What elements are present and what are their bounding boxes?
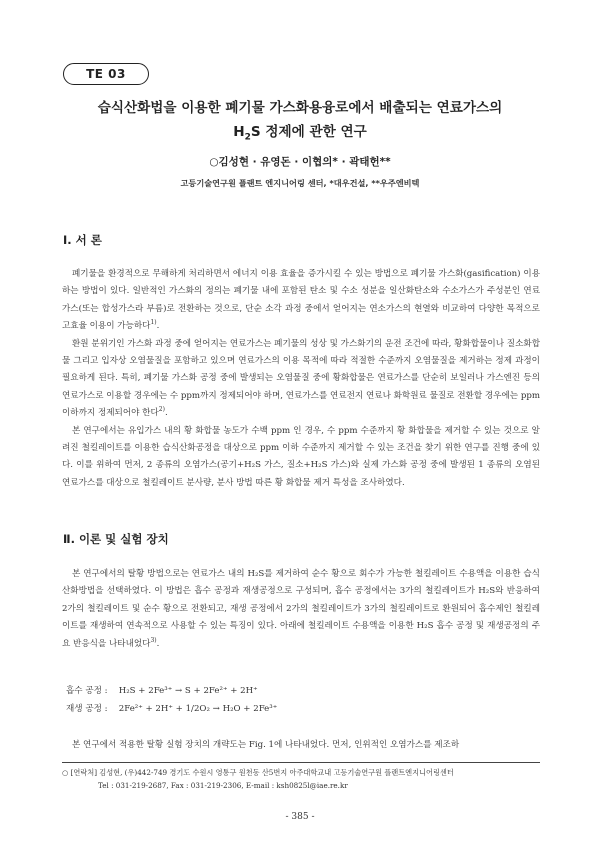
intro-paragraph-2-text: 환원 분위기인 가스화 과정 중에 얻어지는 연료가스는 폐기물의 성상 및 가스화기의 운전 조건에 따라, 황화합물이나 질소화합물 그리고 입자상 오염물질을 포함하고 있으며 연료가스의 이용 목적에 따라 적절한 수준까지 오염물질을 제거하는 정제 과정이 필요하게 된다. 특히, 폐기물 가스화 공정 중에 발생되는 오염물질 중에 황화합물은 연료가스를 단순히 보일러나 가스엔진 등의 연료가스로 이용할 경우에는 수 ppm까지 정제되어야 하며, 연료가스를 연료전지 연료나 화학원료 물질로 전환할 경우에는 ppm 이하까지 정제되어야 한다 xyxy=(62,338,540,419)
title-h: H xyxy=(233,124,245,140)
equation-label: 재생 공정 : xyxy=(66,704,108,714)
reference-marker: 3) xyxy=(150,636,157,644)
author-list: ○김성현 · 유영돈 · 이협의* · 곽태헌** xyxy=(209,156,391,168)
footnote-divider xyxy=(62,762,540,763)
section-heading-intro: Ⅰ. 서 론 xyxy=(63,233,102,247)
reference-marker: 2) xyxy=(158,406,165,414)
equation-label: 흡수 공정 : xyxy=(66,686,108,696)
theory-paragraph-2: 본 연구에서 적용한 탈황 실험 장치의 개략도는 Fig. 1에 나타내었다. 먼저, 인위적인 오염가스를 제조하 xyxy=(72,740,460,750)
intro-paragraph-1-text: 폐기물을 환경적으로 무해하게 처리하면서 에너지 이용 효율을 증가시킬 수 있는 방법으로 폐기물 가스화(gasification) 이용하는 방법이 있다. 일반적인 가스화의 정의는 폐기물 내에 포함된 탄소 및 수소 성분을 일산화탄소와 수소가스가 주성분인 연료가스(또는 합성가스라 부름)로 전환하는 것으로, 단순 소각 과정 중에서 얻어지는 연소가스의 현열와 비교하여 다양한 목적으로 고효율 이용이 가능하다 xyxy=(62,269,540,332)
title-suffix: S 정제에 관한 연구 xyxy=(250,124,367,140)
affiliation: 고등기술연구원 플랜트 엔지니어링 센터, *대우건설, **우주엔비텍 xyxy=(180,178,420,188)
theory-paragraph-1: 본 연구에서의 탈황 방법으로는 연료가스 내의 H₂S를 제거하여 순수 황으로 회수가 가능한 철킬레이트 수용액을 이용한 습식산화방법을 선택하였다. 이 방법은 흡수 공정과 재생공정으로 구성되며, 흡수 공정에서는 3가의 철킬레이트가 H₂S와 반응하여 2가의 철킬레이트 및 순수 황으로 전환되고, 재생 공정에서 2가의 철킬레이트가 3가의 철킬레이트로 환원되어 흡수제인 철킬레이트를 재생하여 연속적으로 사용할 수 있는 특징이 있다. 아래에 철킬레이트 수용액을 이용한 H₂S 흡수 공정 및 재생공정의 주요 반응식을 나타내었다$^{3)}$. xyxy=(62,569,540,649)
footnote-contact: ○ [연락처] 김성현, (우)442-749 경기도 수원시 영통구 원천동 산5번지 아주대학교내 고등기술연구원 플랜트엔지니어링센터 xyxy=(62,768,454,777)
title-subscript: 2 xyxy=(244,132,251,143)
reference-marker: 1) xyxy=(150,319,157,327)
session-tag xyxy=(63,63,149,85)
intro-paragraph-1: 폐기물을 환경적으로 무해하게 처리하면서 에너지 이용 효율을 증가시킬 수 있는 방법으로 폐기물 가스화(gasification) 이용하는 방법이 있다. 일반적인 가스화의 정의는 폐기물 내에 포함된 탄소 및 수소 성분을 일산화탄소와 수소가스가 주성분인 연료가스(또는 합성가스라 부름)로 전환하는 것으로, 단순 소각 과정 중에서 얻어지는 연소가스의 현열와 비교하여 다양한 목적으로 고효율 이용이 가능하다$^{1)}$. xyxy=(62,269,540,332)
equation-regeneration xyxy=(66,702,277,714)
equation-text: 2Fe²⁺ + 2H⁺ + 1/2O₂ → H₂O + 2Fe³⁺ xyxy=(118,704,278,714)
footnote-phone-email: Tel : 031-219-2687, Fax : 031-219-2306, E-mail : ksh0825l@iae.re.kr xyxy=(98,781,348,790)
page-number: - 385 - xyxy=(285,812,315,822)
intro-paragraph-3: 본 연구에서는 유입가스 내의 황 화합물 농도가 수백 ppm 인 경우, 수 ppm 수준까지 황 화합물을 제거할 수 있는 것으로 알려진 철킬레이트를 이용한 습식산화공정을 대상으로 ppm 이하 수준까지 제거할 수 있는 조건을 찾기 위한 연구를 진행 중에 있다. 이를 위하여 먼저, 2 종류의 오염가스(공기+H₂S 가스, 질소+H₂S 가스)와 실제 가스화 공정 중에 발생된 1 종류의 오염된 연료가스를 대상으로 철킬레이트 분사량, 분사 방법 따른 황 화합물 제거 특성을 조사하였다. xyxy=(62,425,540,488)
theory-body xyxy=(62,566,540,653)
intro-paragraph-2: 환원 분위기인 가스화 과정 중에 얻어지는 연료가스는 폐기물의 성상 및 가스화기의 운전 조건에 따라, 황화합물이나 질소화합물 그리고 입자상 오염물질을 포함하고 있으며 연료가스의 이용 목적에 따라 적절한 수준까지 오염물질을 제거하는 정제 과정이 필요하게 된다. 특히, 폐기물 가스화 공정 중에 발생되는 오염물질 중에 황화합물은 연료가스를 단순히 보일러나 가스엔진 등의 연료가스로 이용할 경우에는 수 ppm까지 정제되어야 하며, 연료가스를 연료전지 연료나 화학원료 물질로 전환할 경우에는 ppm 이하까지 정제되어야 한다$^{2)}$. xyxy=(62,338,540,419)
equation-absorption xyxy=(66,684,258,696)
equation-text: H₂S + 2Fe³⁺ → S + 2Fe²⁺ + 2H⁺ xyxy=(118,686,258,696)
session-tag-text: TE 03 xyxy=(86,67,126,81)
paper-title-line2 xyxy=(40,120,560,143)
paper-title-line1: 습식산화법을 이용한 폐기물 가스화용융로에서 배출되는 연료가스의 xyxy=(97,100,503,116)
theory-paragraph-1-text: 본 연구에서의 탈황 방법으로는 연료가스 내의 H₂S를 제거하여 순수 황으로 회수가 가능한 철킬레이트 수용액을 이용한 습식산화방법을 선택하였다. 이 방법은 흡수 공정과 재생공정으로 구성되며, 흡수 공정에서는 3가의 철킬레이트가 H₂S와 반응하여 2가의 철킬레이트 및 순수 황으로 전환되고, 재생 공정에서 2가의 철킬레이트가 3가의 철킬레이트로 환원되어 흡수제인 철킬레이트를 재생하여 연속적으로 사용할 수 있는 특징이 있다. 아래에 철킬레이트 수용액을 이용한 H₂S 흡수 공정 및 재생공정의 주요 반응식을 나타내었다 xyxy=(62,569,540,649)
intro-body xyxy=(62,266,540,492)
section-heading-theory: Ⅱ. 이론 및 실험 장치 xyxy=(63,532,169,546)
